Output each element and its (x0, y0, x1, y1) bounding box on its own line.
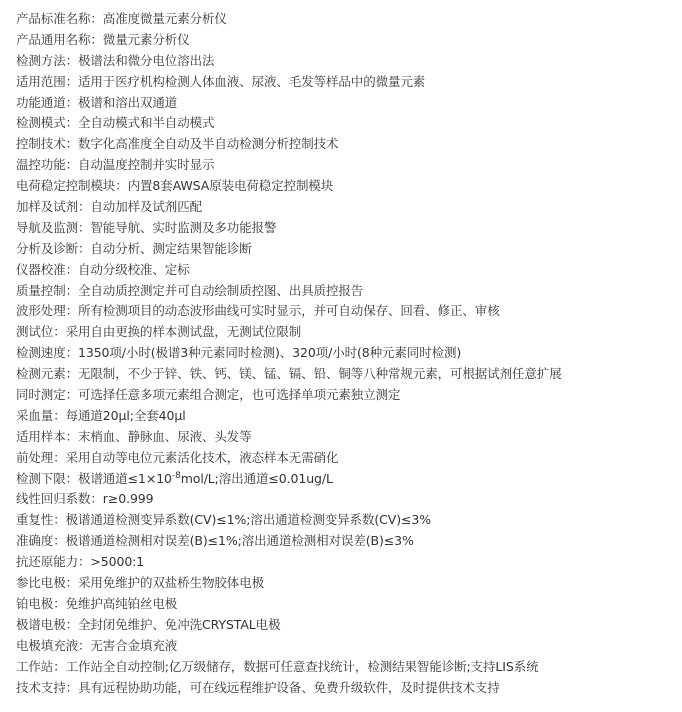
spec-list (16, 9, 676, 698)
spec-samples: 适用样本：末梢血、静脉血、尿液、头发等 (16, 428, 252, 444)
detection-limit-prefix: 检测下限：极谱通道≤1×10 (16, 470, 172, 486)
spec-common-name: 产品通用名称：微量元素分析仪 (16, 31, 190, 47)
spec-accuracy: 准确度：极谱通道检测相对误差(B)≤1%;溶出通道检测相对误差(B)≤3% (16, 533, 414, 549)
spec-control-tech: 控制技术：数字化高准度全自动及半自动检测分析控制技术 (16, 136, 339, 152)
spec-detection-method: 检测方法：极谱法和微分电位溶出法 (16, 52, 215, 68)
spec-anti-reduction: 抗还原能力：>5000:1 (16, 554, 145, 570)
spec-pretreatment: 前处理：采用自动等电位元素活化技术，液态样本无需硝化 (16, 449, 339, 465)
spec-workstation: 工作站：工作站全自动控制;亿万级储存，数据可任意查找统计，检测结果智能诊断;支持LIS系统 (16, 658, 539, 674)
spec-calibration: 仪器校准：自动分级校准、定标 (16, 261, 190, 277)
spec-waveform: 波形处理：所有检测项目的动态波形曲线可实时显示，并可自动保存、回看、修正、审核 (16, 303, 500, 319)
spec-linearity: 线性回归系数：r≥0.999 (16, 491, 154, 507)
spec-analysis-diagnosis: 分析及诊断：自动分析、测定结果智能诊断 (16, 240, 252, 256)
spec-navigation-monitoring: 导航及监测：智能导航、实时监测及多功能报警 (16, 219, 277, 235)
spec-scope: 适用范围：适用于医疗机构检测人体血液、尿液、毛发等样品中的微量元素 (16, 73, 426, 89)
spec-filling-liquid: 电极填充液：无害合金填充液 (16, 637, 178, 653)
spec-platinum-electrode: 铂电极：免维护高纯铂丝电极 (16, 595, 178, 611)
spec-charge-module: 电荷稳定控制模块：内置8套AWSA原装电荷稳定控制模块 (16, 178, 334, 194)
spec-channels: 功能通道：极谱和溶出双通道 (16, 94, 178, 110)
spec-detection-mode: 检测模式：全自动模式和半自动模式 (16, 115, 215, 131)
spec-standard-name: 产品标准名称：高准度微量元素分析仪 (16, 11, 227, 26)
spec-blood-volume: 采血量：每通道20μl;全套40μl (16, 407, 186, 423)
spec-repeatability: 重复性：极谱通道检测变异系数(CV)≤1%;溶出通道检测变异系数(CV)≤3% (16, 512, 431, 528)
detection-limit-suffix: mol/L;溶出通道≤0.01ug/L (180, 470, 333, 486)
spec-simultaneous: 同时测定：可选择任意多项元素组合测定，也可选择单项元素独立测定 (16, 387, 401, 403)
spec-test-positions: 测试位：采用自由更换的样本测试盘，无测试位限制 (16, 324, 302, 340)
spec-polarographic-electrode: 极谱电极：全封闭免维护、免冲洗CRYSTAL电极 (16, 616, 281, 632)
spec-reference-electrode: 参比电极：采用免维护的双盐桥生物胶体电极 (16, 575, 265, 591)
spec-elements: 检测元素：无限制，不少于锌、铁、钙、镁、锰、镉、铅、铜等八种常规元素，可根据试剂任意扩展 (16, 366, 562, 382)
detection-limit-exponent: -8 (171, 470, 181, 481)
spec-detection-limit (16, 469, 676, 490)
spec-detection-speed: 检测速度：1350项/小时(极谱3种元素同时检测)、320项/小时(8种元素同时检测) (16, 345, 462, 361)
spec-temperature-control: 温控功能：自动温度控制并实时显示 (16, 157, 215, 173)
spec-sampling-reagent: 加样及试剂：自动加样及试剂匹配 (16, 199, 203, 215)
spec-quality-control: 质量控制：全自动质控测定并可自动绘制质控图、出具质控报告 (16, 282, 364, 298)
spec-tech-support: 技术支持：具有远程协助功能，可在线远程维护设备、免费升级软件，及时提供技术支持 (16, 679, 500, 695)
